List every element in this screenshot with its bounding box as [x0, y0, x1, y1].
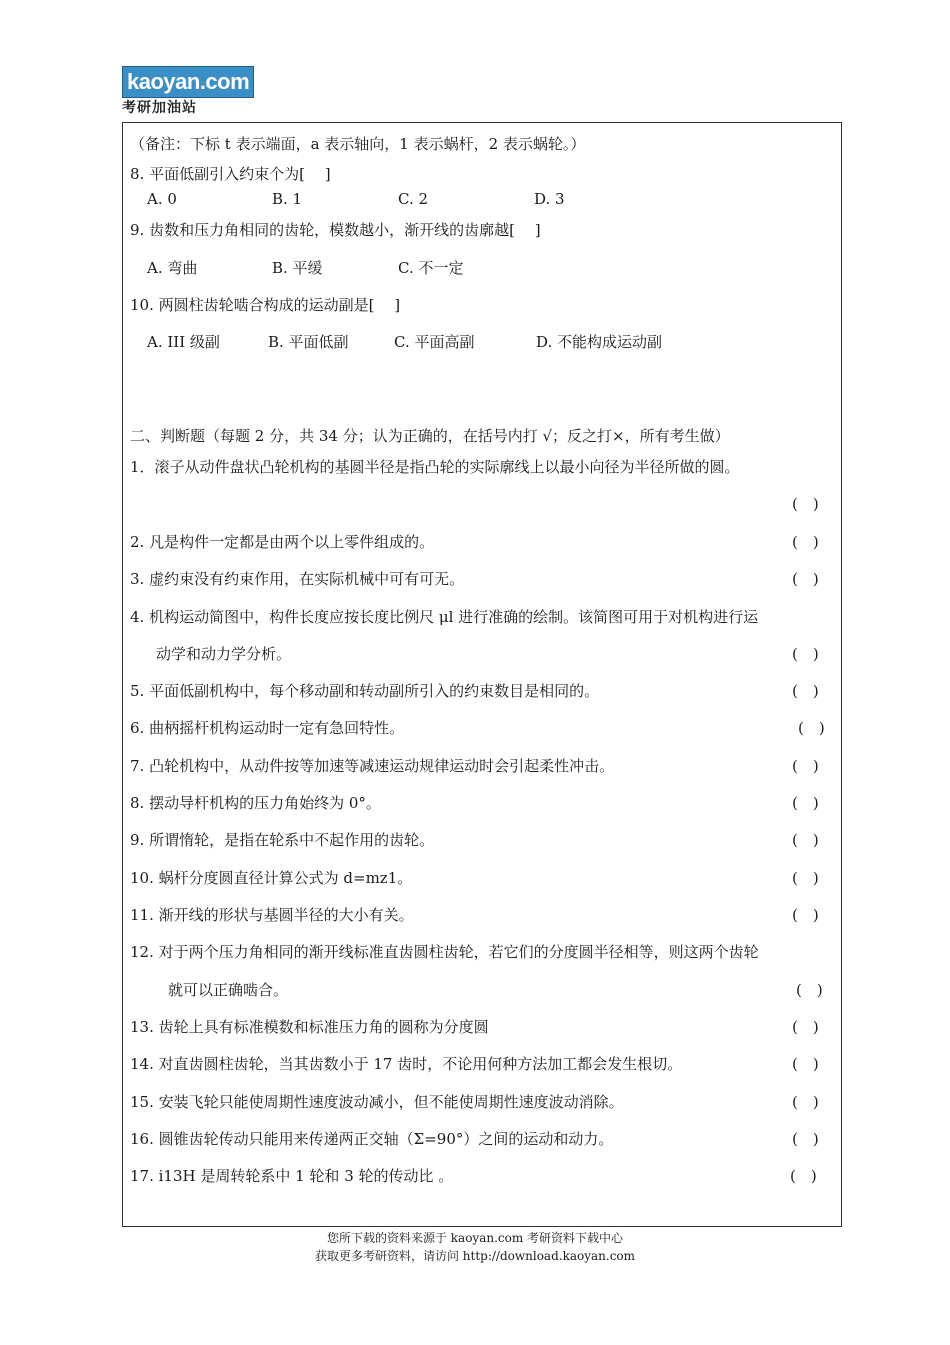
tf-8-answer-bracket: ( ) [792, 794, 819, 812]
tf-13-text: 13. 齿轮上具有标准模数和标准压力角的圆称为分度圆 [130, 1018, 489, 1036]
tf-17-answer-bracket: ( ) [790, 1167, 817, 1185]
tf-1-text: 1．滚子从动件盘状凸轮机构的基圆半径是指凸轮的实际廓线上以最小向径为半径所做的圆。 [130, 458, 740, 476]
tf-4-text-cont: 动学和动力学分析。 [156, 645, 292, 663]
choice-10-option-b: B. 平面低副 [268, 333, 349, 351]
tf-7-text: 7. 凸轮机构中，从动件按等加速等减速运动规律运动时会引起柔性冲击。 [130, 757, 615, 775]
tf-9-text: 9. 所谓惰轮，是指在轮系中不起作用的齿轮。 [130, 831, 435, 849]
tf-3-answer-bracket: ( ) [792, 570, 819, 588]
choice-8-option-b: B. 1 [272, 190, 303, 208]
choice-9-option-b: B. 平缓 [272, 259, 323, 277]
logo-tagline: 考研加油站 [122, 100, 197, 116]
choice-10-option-a: A. III 级副 [147, 333, 220, 351]
tf-17-text: 17. i13H 是周转轮系中 1 轮和 3 轮的传动比 。 [130, 1167, 454, 1185]
tf-5-text: 5. 平面低副机构中，每个移动副和转动副所引入的约束数目是相同的。 [130, 682, 600, 700]
logo-wordmark: kaoyan.com [122, 66, 254, 98]
tf-15-answer-bracket: ( ) [792, 1093, 819, 1111]
choice-9-option-a: A. 弯曲 [147, 259, 198, 277]
choice-10-option-d: D. 不能构成运动副 [536, 333, 663, 351]
choice-8-option-a: A. 0 [147, 190, 177, 208]
tf-15-text: 15. 安装飞轮只能使周期性速度波动减小，但不能使周期性速度波动消除。 [130, 1093, 624, 1111]
tf-7-answer-bracket: ( ) [792, 757, 819, 775]
tf-10-text: 10. 蜗杆分度圆直径计算公式为 d=mz1。 [130, 869, 413, 887]
note-line: （备注：下标 t 表示端面，a 表示轴向，1 表示蜗杆，2 表示蜗轮。） [130, 135, 586, 153]
choice-10-option-c: C. 平面高副 [394, 333, 475, 351]
tf-heading: 二、判断题（每题 2 分，共 34 分；认为正确的，在括号内打 √；反之打×，所有考生做） [130, 427, 730, 445]
tf-14-answer-bracket: ( ) [792, 1055, 819, 1073]
tf-12-text-cont: 就可以正确啮合。 [168, 981, 289, 999]
tf-8-text: 8. 摆动导杆机构的压力角始终为 0°。 [130, 794, 381, 812]
choice-10-stem: 10. 两圆柱齿轮啮合构成的运动副是[ ] [130, 296, 401, 314]
tf-2-text: 2. 凡是构件一定都是由两个以上零件组成的。 [130, 533, 435, 551]
tf-12-answer-bracket: ( ) [796, 981, 823, 999]
tf-13-answer-bracket: ( ) [792, 1018, 819, 1036]
tf-11-text: 11. 渐开线的形状与基圆半径的大小有关。 [130, 906, 414, 924]
footer-source-line: 您所下载的资料来源于 kaoyan.com 考研资料下载中心 [326, 1231, 624, 1245]
choice-8-option-c: C. 2 [398, 190, 429, 208]
tf-11-answer-bracket: ( ) [792, 906, 819, 924]
tf-10-answer-bracket: ( ) [792, 869, 819, 887]
tf-16-answer-bracket: ( ) [792, 1130, 819, 1148]
tf-3-text: 3. 虚约束没有约束作用，在实际机械中可有可无。 [130, 570, 465, 588]
tf-6-answer-bracket: ( ) [798, 719, 825, 737]
tf-4-answer-bracket: ( ) [792, 645, 819, 663]
kaoyan-logo [122, 66, 250, 117]
tf-5-answer-bracket: ( ) [792, 682, 819, 700]
choice-9-option-c: C. 不一定 [398, 259, 464, 277]
tf-1-answer-bracket: ( ) [792, 495, 819, 513]
choice-8-stem: 8. 平面低副引入约束个为[ ] [130, 165, 331, 183]
choice-8-option-d: D. 3 [534, 190, 565, 208]
tf-6-text: 6. 曲柄摇杆机构运动时一定有急回特性。 [130, 719, 405, 737]
tf-14-text: 14. 对直齿圆柱齿轮，当其齿数小于 17 齿时，不论用何种方法加工都会发生根切。 [130, 1055, 683, 1073]
tf-4-text: 4. 机构运动简图中，构件长度应按长度比例尺 μl 进行准确的绘制。该简图可用于对机构进行运 [130, 608, 759, 626]
tf-9-answer-bracket: ( ) [792, 831, 819, 849]
tf-12-text: 12. 对于两个压力角相同的渐开线标准直齿圆柱齿轮，若它们的分度圆半径相等，则这两个齿轮 [130, 943, 759, 961]
footer-download-line: 获取更多考研资料，请访问 http://download.kaoyan.com [314, 1249, 636, 1263]
choice-9-stem: 9. 齿数和压力角相同的齿轮，模数越小，渐开线的齿廓越[ ] [130, 221, 541, 239]
tf-16-text: 16. 圆锥齿轮传动只能用来传递两正交轴（Σ=90°）之间的运动和动力。 [130, 1130, 614, 1148]
tf-2-answer-bracket: ( ) [792, 533, 819, 551]
